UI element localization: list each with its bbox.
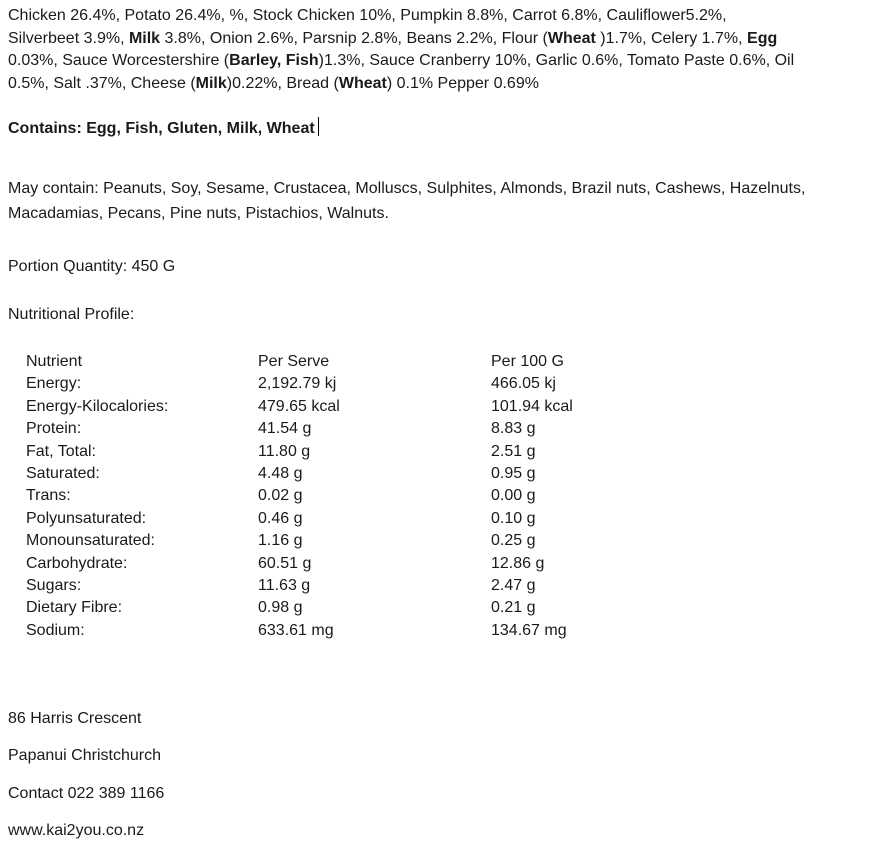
allergen-milk: Milk bbox=[128, 29, 161, 47]
nutrition-table bbox=[26, 351, 611, 642]
per-100g-value: 0.95 g bbox=[491, 465, 536, 483]
ingredients-text: Stock Chicken bbox=[252, 7, 355, 24]
per-serve-value: 0.02 g bbox=[258, 487, 303, 505]
ingredients-line bbox=[8, 28, 870, 51]
per-serve-value: 1.16 g bbox=[258, 532, 303, 550]
per-100g-value: 0.00 g bbox=[491, 487, 536, 505]
address-suburb: Papanui Christchurch bbox=[8, 747, 161, 764]
nutrition-row bbox=[26, 463, 611, 485]
per-100g-value: 12.86 g bbox=[491, 554, 545, 572]
per-100g-value: 8.83 g bbox=[491, 420, 536, 438]
per-serve-value: 11.80 g bbox=[258, 442, 311, 460]
per-100g-value: 134.67 mg bbox=[491, 621, 567, 639]
ingredients-text: , bbox=[276, 52, 286, 69]
nutrition-header-row bbox=[26, 351, 611, 373]
contact-phone: Contact 022 389 1166 bbox=[8, 785, 165, 802]
nutrition-row bbox=[26, 508, 611, 530]
nutrition-row bbox=[26, 553, 611, 575]
ingredients-text: 0.03%, Sauce Worcestershire ( bbox=[8, 52, 230, 69]
ingredients-paragraph bbox=[8, 5, 870, 95]
per-serve-value: 0.98 g bbox=[258, 599, 303, 617]
nutrition-table-body bbox=[26, 351, 611, 642]
per-serve-value: 633.61 mg bbox=[258, 621, 334, 639]
per-100g-value: 466.05 kj bbox=[491, 375, 556, 393]
per-serve-value: 0.46 g bbox=[258, 509, 303, 527]
header-nutrient: Nutrient bbox=[26, 353, 83, 370]
allergen-wheat: Wheat bbox=[547, 29, 596, 47]
nutrition-row bbox=[26, 396, 611, 418]
nutrient-name: Sodium: bbox=[26, 621, 85, 639]
per-100g-value: 101.94 kcal bbox=[491, 397, 573, 415]
ingredients-text: 3.8%, Onion 2.6%, Parsnip 2.8%, Beans 2.2%, Flour ( bbox=[160, 29, 548, 47]
ingredients-line bbox=[8, 50, 870, 73]
contains-text: Contains: Egg, Fish, Gluten, Milk, Wheat bbox=[8, 120, 315, 137]
allergen-egg: Egg bbox=[747, 29, 778, 47]
nutrient-name: Sugars: bbox=[26, 577, 82, 595]
header-per-serve: Per Serve bbox=[258, 353, 330, 370]
header-per-100g: Per 100 G bbox=[491, 353, 564, 370]
nutrition-row bbox=[26, 597, 611, 619]
contains-allergens bbox=[8, 117, 319, 138]
per-serve-value: 60.51 g bbox=[258, 554, 312, 572]
may-contain-allergens: May contain: Peanuts, Soy, Sesame, Crustacea, Molluscs, Sulphites, Almonds, Brazil nuts, Cashews, Hazelnuts, Macadamias, Pecans, Pine nuts, Pistachios, Walnuts. bbox=[8, 180, 806, 222]
per-100g-value: 0.21 g bbox=[491, 599, 536, 617]
nutritional-profile-heading: Nutritional Profile: bbox=[8, 306, 135, 323]
nutrient-name: Fat, Total: bbox=[26, 442, 96, 460]
ingredients-line bbox=[8, 5, 870, 28]
per-100g-value: 2.51 g bbox=[491, 442, 536, 460]
per-serve-value: 11.63 g bbox=[258, 577, 311, 595]
nutrient-name: Dietary Fibre: bbox=[26, 599, 123, 617]
ingredients-text: 10%, Pumpkin 8.8%, Carrot 6.8%, Cauliflower5.2%, bbox=[354, 7, 727, 24]
nutrition-row bbox=[26, 620, 611, 642]
nutrient-name: Energy: bbox=[26, 375, 82, 393]
per-serve-value: 4.48 g bbox=[258, 465, 303, 483]
nutrition-row bbox=[26, 418, 611, 440]
text-cursor bbox=[318, 117, 319, 136]
nutrient-name: Monounsaturated: bbox=[26, 532, 155, 550]
website: www.kai2you.co.nz bbox=[8, 822, 145, 839]
per-100g-value: 0.10 g bbox=[491, 509, 536, 527]
per-100g-value: 0.25 g bbox=[491, 532, 536, 550]
ingredients-line bbox=[8, 73, 870, 96]
ingredients-text: )0.22%, Bread ( bbox=[226, 74, 339, 92]
allergen-wheat: Wheat bbox=[338, 74, 387, 92]
nutrition-row bbox=[26, 485, 611, 507]
nutrient-name: Protein: bbox=[26, 420, 82, 438]
ingredients-text: Silverbeet 3.9%, bbox=[8, 29, 129, 47]
ingredients-text: Chicken 26.4%, Potato 26.4%, %, bbox=[8, 7, 253, 24]
allergen-milk: Milk bbox=[195, 74, 227, 92]
allergen-barley: Barley bbox=[229, 52, 277, 69]
portion-quantity: Portion Quantity: 450 G bbox=[8, 258, 176, 275]
nutrition-row bbox=[26, 575, 611, 597]
nutrition-row bbox=[26, 373, 611, 395]
per-serve-value: 479.65 kcal bbox=[258, 397, 340, 415]
per-serve-value: 2,192.79 kj bbox=[258, 375, 337, 393]
ingredients-text: ) 0.1% Pepper 0.69% bbox=[386, 74, 539, 92]
nutrient-name: Carbohydrate: bbox=[26, 554, 128, 572]
nutrition-row bbox=[26, 530, 611, 552]
ingredients-text: 0.5%, Salt .37%, Cheese ( bbox=[8, 74, 196, 92]
nutrient-name: Energy-Kilocalories: bbox=[26, 397, 169, 415]
nutrient-name: Polyunsaturated: bbox=[26, 509, 147, 527]
nutrient-name: Trans: bbox=[26, 487, 71, 505]
per-100g-value: 2.47 g bbox=[491, 577, 536, 595]
nutrient-name: Saturated: bbox=[26, 465, 100, 483]
per-serve-value: 41.54 g bbox=[258, 420, 312, 438]
address-street: 86 Harris Crescent bbox=[8, 710, 142, 727]
ingredients-text: )1.7%, Celery 1.7%, bbox=[595, 29, 748, 47]
allergen-fish: Fish bbox=[285, 52, 319, 69]
nutrition-row bbox=[26, 441, 611, 463]
ingredients-text: )1.3%, Sauce Cranberry 10%, Garlic 0.6%, Tomato Paste 0.6%, Oil bbox=[318, 52, 795, 69]
